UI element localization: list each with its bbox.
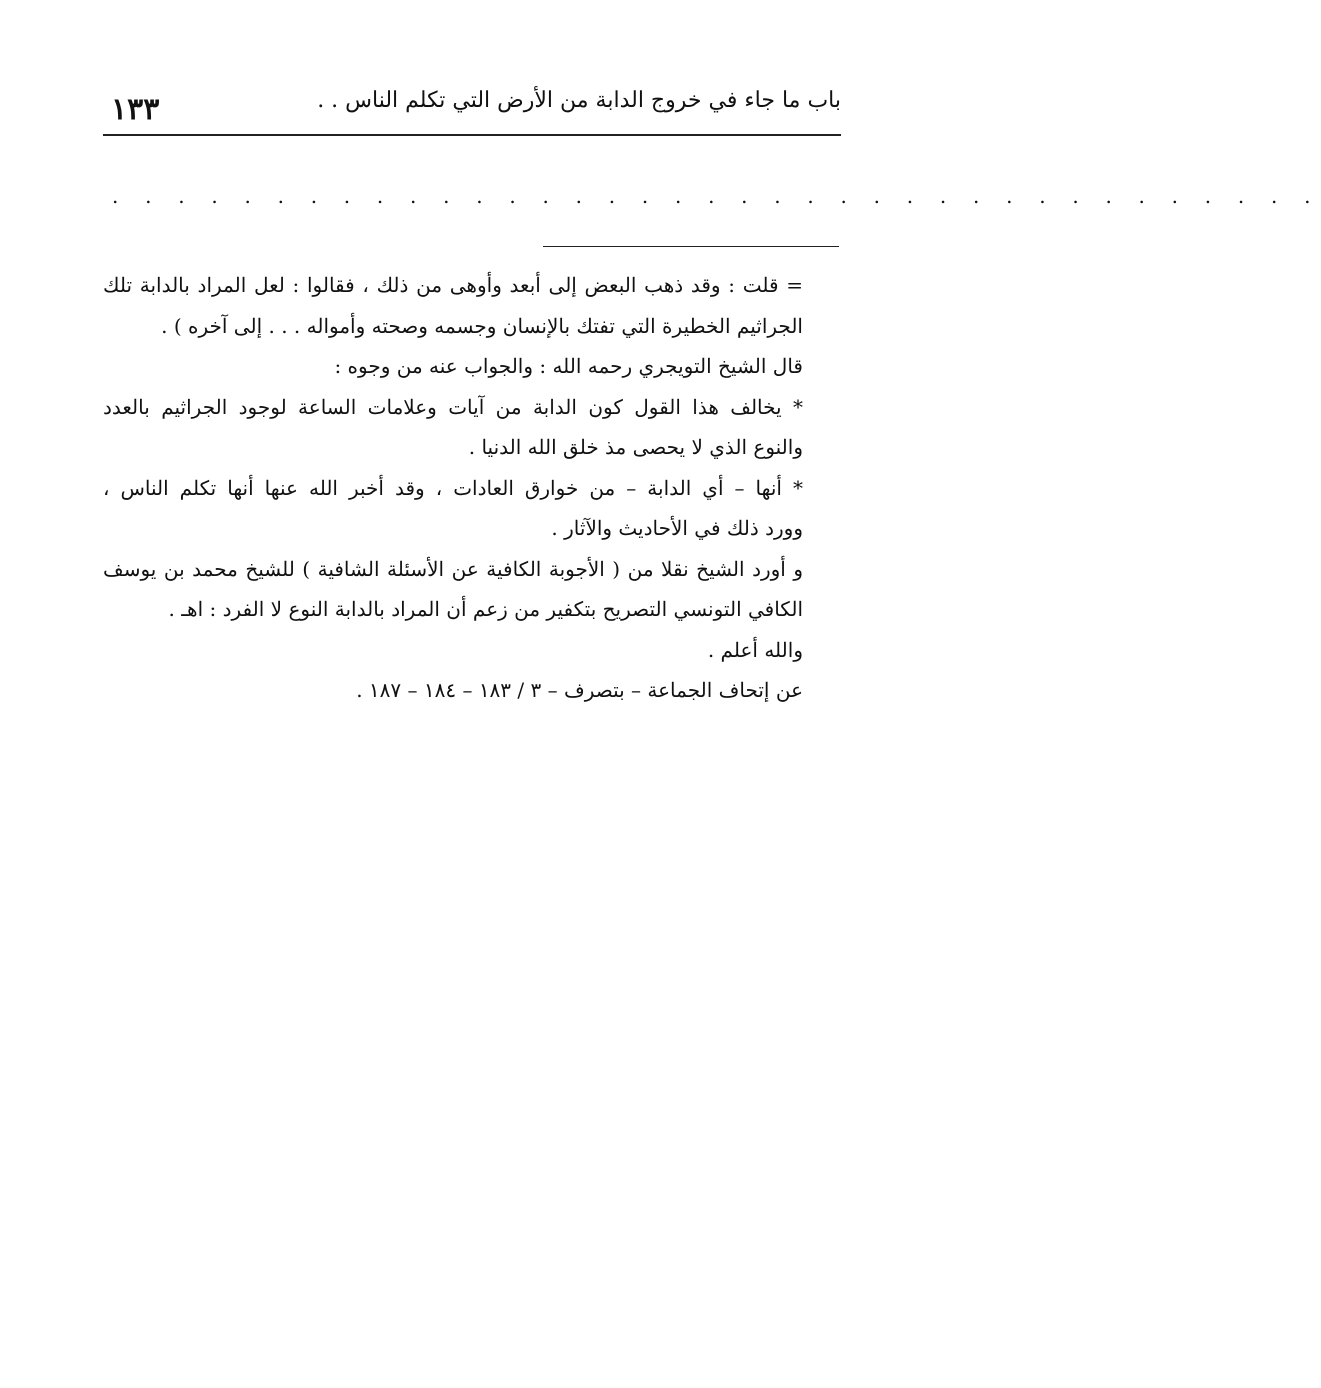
footnote-line: والنوع الذي لا يحصى مذ خلق الله الدنيا . (468, 435, 803, 459)
footnote-line: قال الشيخ التويجري رحمه الله : والجواب عنه من وجوه : (334, 354, 803, 378)
footnote-rule (543, 246, 839, 247)
footnote-line: * يخالف هذا القول كون الدابة من آيات وعلامات الساعة لوجود الجراثيم بالعدد (103, 394, 803, 419)
footnote-line: * أنها – أي الدابة – من خوارق العادات ، وقد أخبر الله عنها أنها تكلم الناس ، (103, 475, 803, 500)
footnote-line: الجراثيم الخطيرة التي تفتك بالإنسان وجسمه وصحته وأمواله . . . إلى آخره ) . (161, 313, 803, 338)
footnote-line: = قلت : وقد ذهب البعض إلى أبعد وأوهى من ذلك ، فقالوا : لعل المراد بالدابة تلك (103, 273, 803, 297)
dotted-separator: . . . . . . . . . . . . . . . . . . . . . . . . . . . . . . . . . . . . . (112, 184, 1321, 208)
page-header (103, 82, 841, 136)
footnote-line: وورد ذلك في الأحاديث والآثار . (551, 516, 803, 540)
page-number: ١٣٣ (111, 92, 160, 127)
footnote-line: الكافي التونسي التصريح بتكفير من زعم أن المراد بالدابة النوع لا الفرد : اهـ . (168, 597, 803, 621)
footnote-line: عن إتحاف الجماعة – بتصرف – ٣ / ١٨٣ – ١٨٤ – ١٨٧ . (356, 678, 803, 702)
footnote-text (103, 265, 803, 711)
running-title: باب ما جاء في خروج الدابة من الأرض التي تكلم الناس . . (317, 88, 841, 113)
footnote-line: و أورد الشيخ نقلا من ( الأجوبة الكافية عن الأسئلة الشافية ) للشيخ محمد بن يوسف (103, 556, 803, 581)
footnote-line: والله أعلم . (707, 637, 803, 662)
